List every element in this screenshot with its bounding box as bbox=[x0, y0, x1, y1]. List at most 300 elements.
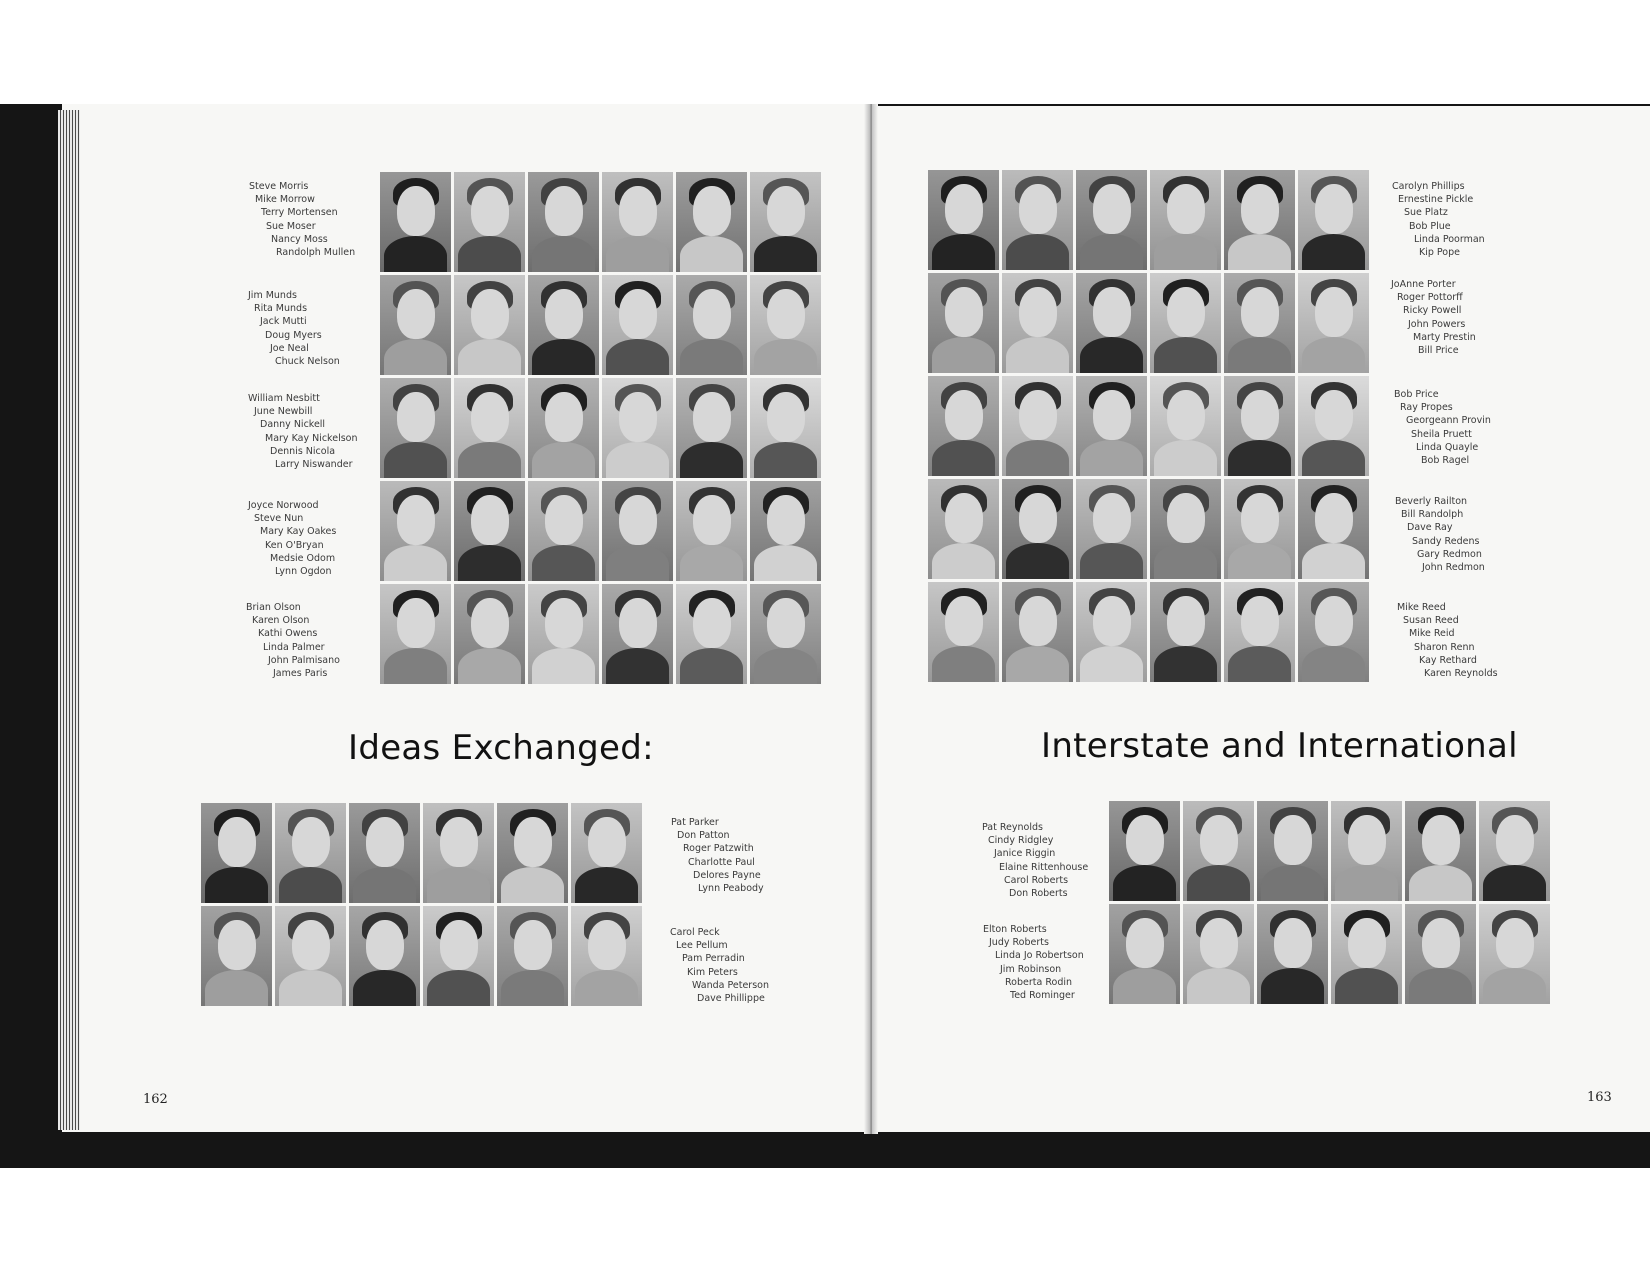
portrait-body bbox=[384, 545, 447, 581]
portrait-body bbox=[501, 867, 564, 903]
student-portrait-photo bbox=[349, 906, 420, 1006]
student-name: Dave Ray bbox=[1407, 522, 1453, 534]
student-name: Brian Olson bbox=[246, 602, 301, 613]
portrait-body bbox=[754, 648, 817, 684]
portrait-body bbox=[532, 236, 595, 272]
student-name: Roger Pottorff bbox=[1397, 292, 1463, 304]
student-portrait-photo bbox=[1331, 801, 1402, 901]
student-portrait-photo bbox=[1405, 904, 1476, 1004]
portrait-head bbox=[619, 289, 657, 339]
portrait-body bbox=[575, 970, 638, 1006]
portrait-body bbox=[754, 442, 817, 478]
student-portrait-photo bbox=[1076, 479, 1147, 579]
student-portrait-photo bbox=[928, 582, 999, 682]
student-portrait-photo bbox=[1224, 170, 1295, 270]
portrait-body bbox=[205, 867, 268, 903]
student-name: Beverly Railton bbox=[1395, 496, 1468, 507]
portrait-head bbox=[619, 186, 657, 236]
student-name: Randolph Mullen bbox=[276, 247, 356, 259]
student-name: Don Roberts bbox=[1009, 888, 1068, 900]
student-portrait-photo bbox=[750, 275, 821, 375]
portrait-body bbox=[532, 648, 595, 684]
portrait-head bbox=[1093, 287, 1131, 337]
portrait-head bbox=[471, 392, 509, 442]
portrait-head bbox=[1167, 287, 1205, 337]
portrait-body bbox=[606, 648, 669, 684]
portrait-body bbox=[932, 440, 995, 476]
portrait-head bbox=[545, 289, 583, 339]
portrait-head bbox=[1241, 184, 1279, 234]
portrait-body bbox=[1302, 440, 1365, 476]
portrait-head bbox=[1315, 493, 1353, 543]
student-name: Nancy Moss bbox=[271, 233, 328, 245]
student-name: Bob Plue bbox=[1409, 220, 1451, 232]
portrait-head bbox=[397, 289, 435, 339]
portrait-body bbox=[1335, 968, 1398, 1004]
portrait-body bbox=[1228, 646, 1291, 682]
student-name: Sue Moser bbox=[266, 220, 316, 232]
student-portrait-photo bbox=[454, 481, 525, 581]
student-name: Jim Robinson bbox=[1000, 963, 1062, 975]
student-portrait-photo bbox=[454, 584, 525, 684]
portrait-head bbox=[1019, 184, 1057, 234]
portrait-head bbox=[1093, 493, 1131, 543]
student-portrait-photo bbox=[201, 803, 272, 903]
portrait-body bbox=[1261, 865, 1324, 901]
portrait-head bbox=[514, 817, 552, 867]
portrait-head bbox=[767, 289, 805, 339]
student-name: Carol Roberts bbox=[1004, 874, 1069, 886]
student-name: Roberta Rodin bbox=[1005, 976, 1073, 988]
portrait-body bbox=[1187, 968, 1250, 1004]
portrait-body bbox=[427, 867, 490, 903]
student-portrait-photo bbox=[528, 481, 599, 581]
portrait-body bbox=[1154, 543, 1217, 579]
portrait-body bbox=[680, 236, 743, 272]
portrait-body bbox=[501, 970, 564, 1006]
student-name: Kip Pope bbox=[1419, 247, 1460, 259]
student-portrait-photo bbox=[528, 378, 599, 478]
portrait-body bbox=[680, 648, 743, 684]
left-page-number: 162 bbox=[143, 1092, 168, 1107]
portrait-head bbox=[292, 817, 330, 867]
portrait-head bbox=[1422, 918, 1460, 968]
student-portrait-photo bbox=[528, 584, 599, 684]
student-portrait-photo bbox=[1076, 376, 1147, 476]
student-portrait-photo bbox=[1150, 273, 1221, 373]
portrait-head bbox=[292, 920, 330, 970]
student-portrait-photo bbox=[928, 376, 999, 476]
portrait-head bbox=[366, 920, 404, 970]
student-portrait-photo bbox=[380, 275, 451, 375]
student-portrait-photo bbox=[1183, 904, 1254, 1004]
student-portrait-photo bbox=[1109, 904, 1180, 1004]
student-portrait-photo bbox=[1298, 273, 1369, 373]
portrait-head bbox=[693, 598, 731, 648]
student-portrait-photo bbox=[1224, 273, 1295, 373]
student-name: Charlotte Paul bbox=[688, 856, 755, 868]
student-portrait-photo bbox=[1257, 801, 1328, 901]
portrait-body bbox=[384, 648, 447, 684]
portrait-head bbox=[1348, 815, 1386, 865]
portrait-body bbox=[1483, 968, 1546, 1004]
portrait-body bbox=[353, 867, 416, 903]
student-name: Mary Kay Nickelson bbox=[265, 432, 358, 444]
student-name: Judy Roberts bbox=[989, 937, 1049, 949]
portrait-body bbox=[1006, 646, 1069, 682]
student-portrait-photo bbox=[602, 378, 673, 478]
name-list bbox=[982, 821, 1088, 900]
portrait-head bbox=[218, 920, 256, 970]
name-list bbox=[248, 499, 336, 578]
student-portrait-photo bbox=[1479, 904, 1550, 1004]
student-name: Doug Myers bbox=[265, 329, 322, 341]
student-portrait-photo bbox=[602, 481, 673, 581]
portrait-body bbox=[606, 339, 669, 375]
portrait-body bbox=[1006, 234, 1069, 270]
student-name: Lynn Peabody bbox=[698, 883, 764, 895]
student-name: Pam Perradin bbox=[682, 953, 745, 965]
portrait-head bbox=[1200, 815, 1238, 865]
student-name: Ken O'Bryan bbox=[265, 539, 324, 551]
student-name: Roger Patzwith bbox=[683, 843, 754, 855]
right-top-photo-grid bbox=[928, 170, 1369, 682]
student-name: Linda Jo Robertson bbox=[995, 950, 1084, 962]
portrait-head bbox=[397, 495, 435, 545]
portrait-body bbox=[532, 545, 595, 581]
student-name: Kathi Owens bbox=[258, 628, 318, 640]
portrait-head bbox=[945, 184, 983, 234]
student-portrait-photo bbox=[750, 481, 821, 581]
student-portrait-photo bbox=[1331, 904, 1402, 1004]
portrait-head bbox=[767, 186, 805, 236]
portrait-head bbox=[397, 598, 435, 648]
portrait-body bbox=[1154, 440, 1217, 476]
student-name: Bill Randolph bbox=[1401, 509, 1464, 521]
student-portrait-photo bbox=[528, 172, 599, 272]
student-name: Rita Munds bbox=[254, 303, 308, 315]
student-portrait-photo bbox=[528, 275, 599, 375]
student-portrait-photo bbox=[1109, 801, 1180, 901]
student-name: Carol Peck bbox=[670, 927, 720, 938]
student-name: Bob Price bbox=[1394, 389, 1439, 400]
student-name: Ricky Powell bbox=[1403, 305, 1462, 317]
portrait-head bbox=[693, 495, 731, 545]
student-portrait-photo bbox=[928, 479, 999, 579]
student-name: Sheila Pruett bbox=[1411, 428, 1472, 440]
student-portrait-photo bbox=[1076, 273, 1147, 373]
student-name: Linda Quayle bbox=[1416, 441, 1479, 453]
right-page-heading: Interstate and International bbox=[1041, 726, 1518, 766]
student-portrait-photo bbox=[676, 584, 747, 684]
portrait-body bbox=[1154, 646, 1217, 682]
student-portrait-photo bbox=[750, 172, 821, 272]
portrait-body bbox=[458, 339, 521, 375]
portrait-body bbox=[1228, 337, 1291, 373]
student-portrait-photo bbox=[423, 906, 494, 1006]
student-name: Sue Platz bbox=[1404, 207, 1448, 219]
student-name: Janice Riggin bbox=[994, 848, 1056, 860]
portrait-head bbox=[1019, 596, 1057, 646]
portrait-head bbox=[1167, 596, 1205, 646]
portrait-head bbox=[1241, 493, 1279, 543]
portrait-head bbox=[471, 289, 509, 339]
student-name: Pat Parker bbox=[671, 817, 719, 828]
student-name: Don Patton bbox=[677, 830, 730, 842]
student-portrait-photo bbox=[1298, 582, 1369, 682]
portrait-body bbox=[458, 648, 521, 684]
student-portrait-photo bbox=[1002, 273, 1073, 373]
student-name: Pat Reynolds bbox=[982, 822, 1043, 833]
portrait-body bbox=[680, 339, 743, 375]
portrait-body bbox=[384, 442, 447, 478]
student-name: Mary Kay Oakes bbox=[260, 526, 337, 538]
portrait-body bbox=[1302, 337, 1365, 373]
portrait-head bbox=[945, 596, 983, 646]
name-list bbox=[1394, 388, 1491, 467]
portrait-body bbox=[1228, 234, 1291, 270]
portrait-head bbox=[693, 392, 731, 442]
student-portrait-photo bbox=[1076, 582, 1147, 682]
student-portrait-photo bbox=[1183, 801, 1254, 901]
student-name: Mike Morrow bbox=[255, 194, 315, 206]
portrait-body bbox=[1006, 440, 1069, 476]
student-portrait-photo bbox=[750, 378, 821, 478]
portrait-head bbox=[545, 598, 583, 648]
portrait-body bbox=[353, 970, 416, 1006]
student-name: Joe Neal bbox=[270, 342, 309, 354]
portrait-body bbox=[427, 970, 490, 1006]
portrait-body bbox=[1483, 865, 1546, 901]
portrait-head bbox=[1126, 918, 1164, 968]
student-portrait-photo bbox=[1150, 376, 1221, 476]
name-list bbox=[249, 180, 355, 259]
student-portrait-photo bbox=[1298, 479, 1369, 579]
portrait-head bbox=[1315, 596, 1353, 646]
student-name: Steve Morris bbox=[249, 181, 309, 192]
portrait-head bbox=[471, 495, 509, 545]
portrait-body bbox=[1154, 337, 1217, 373]
portrait-head bbox=[1167, 493, 1205, 543]
portrait-head bbox=[545, 186, 583, 236]
student-portrait-photo bbox=[571, 803, 642, 903]
student-portrait-photo bbox=[1298, 376, 1369, 476]
student-name: Mike Reid bbox=[1409, 628, 1455, 640]
name-list bbox=[1397, 601, 1498, 680]
student-name: Ernestine Pickle bbox=[1398, 194, 1474, 206]
student-portrait-photo bbox=[1076, 170, 1147, 270]
portrait-head bbox=[1200, 918, 1238, 968]
portrait-body bbox=[458, 442, 521, 478]
portrait-body bbox=[575, 867, 638, 903]
portrait-head bbox=[397, 392, 435, 442]
portrait-head bbox=[1019, 287, 1057, 337]
student-name: Larry Niswander bbox=[275, 459, 353, 471]
portrait-head bbox=[1241, 596, 1279, 646]
student-name: Mike Reed bbox=[1397, 602, 1446, 613]
student-portrait-photo bbox=[1002, 376, 1073, 476]
portrait-head bbox=[619, 495, 657, 545]
student-portrait-photo bbox=[454, 275, 525, 375]
student-name: Terry Mortensen bbox=[261, 207, 338, 219]
student-name: Steve Nun bbox=[254, 513, 304, 525]
name-list bbox=[983, 923, 1084, 1002]
portrait-head bbox=[1019, 493, 1057, 543]
portrait-head bbox=[945, 390, 983, 440]
portrait-body bbox=[680, 442, 743, 478]
student-name: John Palmisano bbox=[268, 654, 340, 666]
student-name: Dave Phillippe bbox=[697, 993, 765, 1005]
student-portrait-photo bbox=[275, 803, 346, 903]
student-portrait-photo bbox=[676, 481, 747, 581]
portrait-body bbox=[1228, 440, 1291, 476]
student-portrait-photo bbox=[380, 584, 451, 684]
student-name: Dennis Nicola bbox=[270, 445, 336, 457]
portrait-head bbox=[588, 920, 626, 970]
portrait-head bbox=[366, 817, 404, 867]
student-portrait-photo bbox=[275, 906, 346, 1006]
portrait-body bbox=[1006, 543, 1069, 579]
portrait-head bbox=[440, 920, 478, 970]
portrait-head bbox=[1167, 390, 1205, 440]
portrait-body bbox=[1409, 865, 1472, 901]
portrait-body bbox=[1080, 337, 1143, 373]
portrait-head bbox=[1422, 815, 1460, 865]
portrait-body bbox=[1154, 234, 1217, 270]
student-portrait-photo bbox=[1002, 582, 1073, 682]
portrait-head bbox=[1315, 184, 1353, 234]
student-portrait-photo bbox=[571, 906, 642, 1006]
student-name: Cindy Ridgley bbox=[988, 835, 1054, 847]
student-portrait-photo bbox=[750, 584, 821, 684]
student-portrait-photo bbox=[1224, 376, 1295, 476]
portrait-head bbox=[945, 287, 983, 337]
portrait-head bbox=[1241, 287, 1279, 337]
portrait-head bbox=[945, 493, 983, 543]
portrait-body bbox=[1302, 646, 1365, 682]
student-name: June Newbill bbox=[254, 406, 313, 418]
student-name: Linda Palmer bbox=[263, 641, 325, 653]
portrait-head bbox=[1241, 390, 1279, 440]
portrait-body bbox=[754, 236, 817, 272]
portrait-head bbox=[545, 392, 583, 442]
portrait-head bbox=[767, 495, 805, 545]
student-portrait-photo bbox=[1224, 479, 1295, 579]
student-name: Lynn Ogdon bbox=[275, 566, 332, 578]
student-name: Carolyn Phillips bbox=[1392, 181, 1465, 192]
student-portrait-photo bbox=[1298, 170, 1369, 270]
student-name: Delores Payne bbox=[693, 869, 761, 881]
portrait-body bbox=[1409, 968, 1472, 1004]
right-page-number: 163 bbox=[1587, 1090, 1612, 1105]
student-portrait-photo bbox=[1224, 582, 1295, 682]
portrait-head bbox=[767, 392, 805, 442]
portrait-body bbox=[606, 545, 669, 581]
right-bottom-photo-grid bbox=[1109, 801, 1550, 1004]
portrait-head bbox=[1274, 815, 1312, 865]
student-portrait-photo bbox=[1150, 582, 1221, 682]
student-portrait-photo bbox=[1150, 170, 1221, 270]
student-portrait-photo bbox=[380, 172, 451, 272]
portrait-body bbox=[1080, 646, 1143, 682]
portrait-body bbox=[1080, 234, 1143, 270]
left-bottom-photo-grid bbox=[201, 803, 642, 1006]
student-portrait-photo bbox=[201, 906, 272, 1006]
student-name: Kay Rethard bbox=[1419, 654, 1477, 666]
portrait-head bbox=[1496, 815, 1534, 865]
student-name: Joyce Norwood bbox=[248, 500, 319, 511]
portrait-head bbox=[1093, 390, 1131, 440]
portrait-head bbox=[693, 186, 731, 236]
name-list bbox=[670, 926, 769, 1005]
portrait-head bbox=[1274, 918, 1312, 968]
portrait-body bbox=[1113, 968, 1176, 1004]
student-name: Sharon Renn bbox=[1414, 641, 1475, 653]
portrait-body bbox=[279, 867, 342, 903]
student-name: Karen Reynolds bbox=[1424, 668, 1498, 680]
portrait-body bbox=[932, 646, 995, 682]
student-name: Chuck Nelson bbox=[275, 356, 340, 368]
name-list bbox=[248, 392, 358, 471]
portrait-body bbox=[1302, 234, 1365, 270]
portrait-body bbox=[1187, 865, 1250, 901]
student-name: Jack Mutti bbox=[260, 316, 307, 328]
portrait-head bbox=[1496, 918, 1534, 968]
portrait-head bbox=[1093, 596, 1131, 646]
student-name: Bob Ragel bbox=[1421, 455, 1470, 467]
portrait-body bbox=[1080, 440, 1143, 476]
student-portrait-photo bbox=[1002, 170, 1073, 270]
portrait-head bbox=[1019, 390, 1057, 440]
student-portrait-photo bbox=[676, 172, 747, 272]
student-portrait-photo bbox=[349, 803, 420, 903]
portrait-head bbox=[767, 598, 805, 648]
student-name: Lee Pellum bbox=[676, 940, 728, 952]
portrait-body bbox=[1080, 543, 1143, 579]
portrait-body bbox=[458, 545, 521, 581]
portrait-head bbox=[1348, 918, 1386, 968]
student-portrait-photo bbox=[928, 273, 999, 373]
portrait-body bbox=[606, 236, 669, 272]
portrait-head bbox=[1315, 390, 1353, 440]
portrait-body bbox=[1335, 865, 1398, 901]
portrait-head bbox=[1093, 184, 1131, 234]
student-portrait-photo bbox=[1257, 904, 1328, 1004]
student-name: Kim Peters bbox=[687, 966, 738, 978]
student-name: William Nesbitt bbox=[248, 393, 320, 404]
portrait-body bbox=[532, 442, 595, 478]
portrait-body bbox=[932, 543, 995, 579]
student-name: Susan Reed bbox=[1403, 615, 1459, 627]
student-portrait-photo bbox=[676, 275, 747, 375]
portrait-body bbox=[1006, 337, 1069, 373]
portrait-body bbox=[279, 970, 342, 1006]
portrait-head bbox=[1315, 287, 1353, 337]
student-name: JoAnne Porter bbox=[1391, 279, 1456, 290]
book-gutter bbox=[864, 104, 878, 1134]
student-portrait-photo bbox=[1405, 801, 1476, 901]
portrait-head bbox=[545, 495, 583, 545]
left-top-photo-grid bbox=[380, 172, 821, 684]
left-page-heading: Ideas Exchanged: bbox=[348, 728, 654, 768]
portrait-head bbox=[1126, 815, 1164, 865]
portrait-body bbox=[1302, 543, 1365, 579]
student-name: Wanda Peterson bbox=[692, 979, 769, 991]
student-name: Elton Roberts bbox=[983, 924, 1047, 935]
portrait-body bbox=[754, 545, 817, 581]
name-list bbox=[1391, 278, 1476, 357]
portrait-body bbox=[1113, 865, 1176, 901]
